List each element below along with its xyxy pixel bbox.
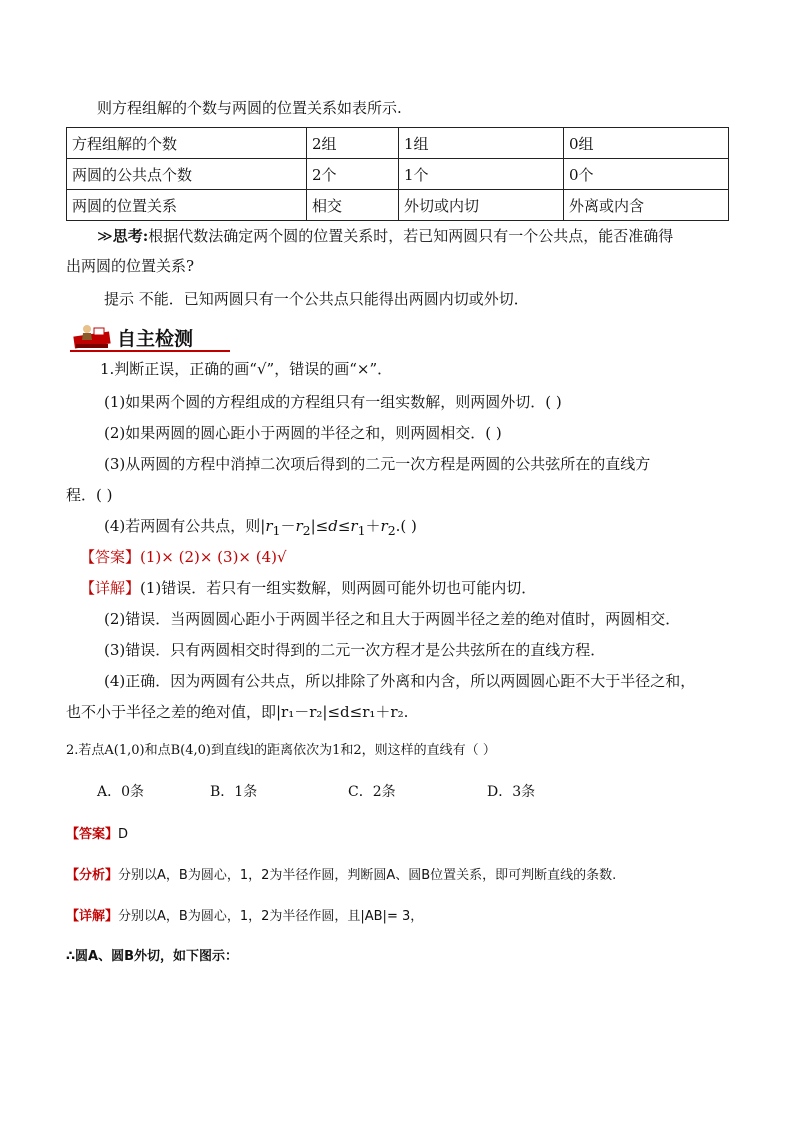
math-sub: 2 (302, 523, 311, 538)
q1-item-2: (2)如果两圆的圆心距小于两圆的半径之和，则两圆相交．( ) (104, 424, 502, 442)
math-r: r (265, 517, 273, 535)
q2-option-c: C．2条 (348, 784, 396, 800)
table-cell: 两圆的公共点个数 (67, 159, 307, 190)
detail-label: 【详解】 (80, 579, 141, 597)
q1-item-1: (1)如果两个圆的方程组成的方程组只有一组实数解，则两圆外切．( ) (104, 393, 562, 411)
q2-analysis (66, 867, 616, 885)
q1-item-3-cont: 程．( ) (66, 486, 113, 504)
math-r: r (380, 517, 388, 535)
position-relation-table (66, 127, 729, 221)
table-cell: 外切或内切 (399, 190, 564, 221)
math-sub: 1 (272, 523, 281, 538)
math-d: d (328, 517, 338, 535)
heading-underline (70, 350, 230, 352)
answer-value: D (118, 827, 129, 842)
table-cell: 两圆的位置关系 (67, 190, 307, 221)
table-cell: 相交 (307, 190, 399, 221)
q1-answer (80, 547, 287, 567)
q1-title: 1.判断正误，正确的画“√”，错误的画“×”． (100, 360, 393, 378)
think-line-2: 出两圆的位置关系? (66, 257, 195, 275)
analysis-text: 分别以A，B为圆心，1，2为半径作圆，判断圆A、圆B位置关系，即可判断直线的条数. (118, 868, 617, 883)
math-r: r (295, 517, 303, 535)
table-row (67, 159, 729, 190)
think-line-1 (97, 226, 673, 246)
section-heading: 自主检测 (117, 328, 194, 350)
math-op: ≤ (337, 517, 351, 535)
q2-detail (66, 908, 423, 926)
detail-text: (1)错误．若只有一组实数解，则两圆可能外切也可能内切． (140, 579, 537, 597)
intro-text: 则方程组解的个数与两圆的位置关系如表所示. (97, 99, 402, 117)
q1-detail-2: (2)错误．当两圆圆心距小于两圆半径之和且大于两圆半径之差的绝对值时，两圆相交． (104, 610, 681, 628)
q1-item-4-pre: (4)若两圆有公共点，则| (104, 517, 266, 535)
q2-answer (66, 826, 128, 844)
q2-option-b: B．1条 (210, 784, 258, 800)
table-cell: 外离或内含 (564, 190, 729, 221)
math-sub: 1 (357, 523, 366, 538)
answer-label: 【答案】 (66, 827, 119, 842)
detail-text: 分别以A，B为圆心，1，2为半径作圆，且|AB|= 3， (118, 909, 424, 924)
math-r: r (350, 517, 358, 535)
self-check-icon (70, 322, 114, 352)
table-cell: 1个 (399, 159, 564, 190)
math-op: － (280, 517, 296, 535)
hint-text: 提示 不能．已知两圆只有一个公共点只能得出两圆内切或外切． (104, 290, 529, 308)
table-cell: 方程组解的个数 (67, 128, 307, 159)
q1-detail-4: (4)正确．因为两圆有公共点，所以排除了外离和内含，所以两圆圆心距不大于半径之和， (104, 672, 696, 690)
detail-label: 【详解】 (66, 909, 119, 924)
q1-item-3: (3)从两圆的方程中消掉二次项后得到的二元一次方程是两圆的公共弦所在的直线方 (104, 455, 651, 473)
q2-option-a: A．0条 (97, 784, 145, 800)
answer-label: 【答案】 (80, 548, 141, 566)
math-op: ＋ (365, 517, 381, 535)
math-sub: 2 (387, 523, 396, 538)
table-row (67, 128, 729, 159)
table-cell: 2个 (307, 159, 399, 190)
answer-value: (1)× (2)× (3)× (4)√ (140, 548, 287, 566)
q1-detail-1 (80, 578, 536, 598)
analysis-label: 【分析】 (66, 868, 119, 883)
table-cell: 0组 (564, 128, 729, 159)
q1-item-4 (104, 516, 417, 541)
q1-detail-3: (3)错误．只有两圆相交时得到的二元一次方程才是公共弦所在的直线方程． (104, 641, 606, 659)
table-cell: 2组 (307, 128, 399, 159)
math-op: |≤ (310, 517, 329, 535)
q2-title: 2.若点A(1,0)和点B(4,0)到直线l的距离依次为1和2，则这样的直线有（ ） (66, 743, 496, 758)
q1-item-4-post: .( ) (395, 517, 417, 535)
table-cell: 0个 (564, 159, 729, 190)
table-row (67, 190, 729, 221)
q2-option-d: D．3条 (487, 784, 536, 800)
think-marker: ≫ (97, 227, 113, 245)
think-label: 思考: (112, 227, 149, 245)
q1-detail-5: 也不小于半径之差的绝对值，即|r₁－r₂|≤d≤r₁＋r₂. (66, 703, 409, 721)
table-cell: 1组 (399, 128, 564, 159)
q2-conclusion: ∴圆A、圆B外切，如下图示： (66, 949, 239, 964)
think-question: 根据代数法确定两个圆的位置关系时，若已知两圆只有一个公共点，能否准确得 (148, 227, 674, 245)
